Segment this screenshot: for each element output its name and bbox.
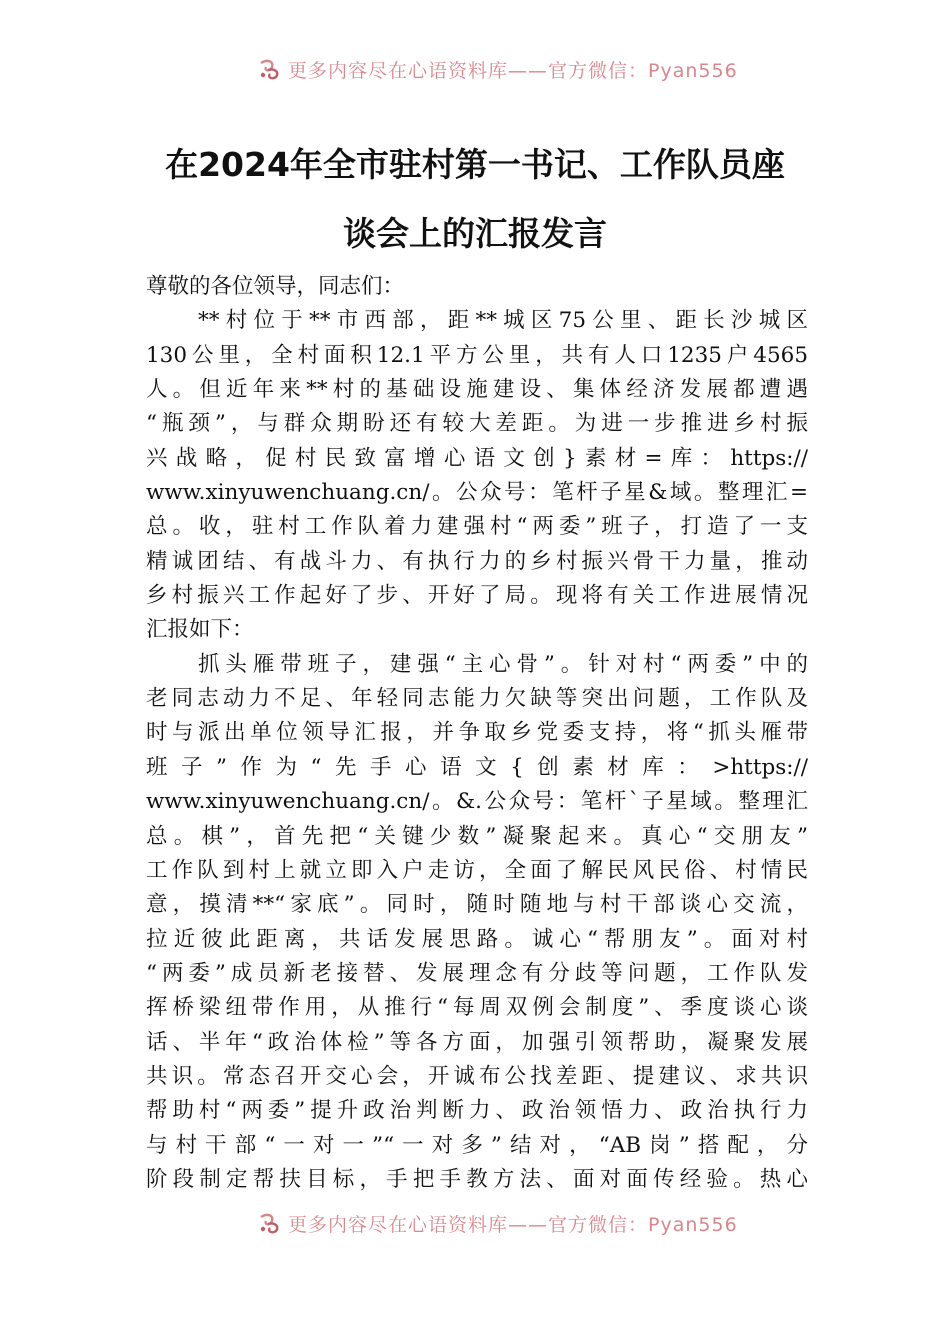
document-body [146,270,808,1197]
body-line: 班子”作为“先手心语文{创素材库：>https:// [146,754,808,780]
body-line: 人。但近年来**村的基础设施建设、集体经济发展都遭遇 [146,377,808,403]
body-line: 精诚团结、有战斗力、有执行力的乡村振兴骨干力量，推动 [146,548,808,574]
body-line: “两委”成员新老接替、发展理念有分歧等问题，工作队发 [146,960,808,986]
body-line: 乡村振兴工作起好了步、开好了局。现将有关工作进展情况 [146,583,808,609]
body-line: 总。棋”，首先把“关键少数”凝聚起来。真心“交朋友” [146,823,808,849]
body-line: 抓头雁带班子，建强“主心骨”。针对村“两委”中的 [198,651,808,677]
header-watermark [0,54,950,84]
brand-logo-icon [258,58,282,80]
document-title-line-2: 谈会上的汇报发言 [343,214,607,253]
document-title-line-1: 在2024年全市驻村第一书记、工作队员座 [165,145,785,184]
body-line: 汇报如下： [146,617,254,643]
body-line: www.xinyuwenchuang.cn/。&.公众号：笔杆`子星域。整理汇 [146,789,808,815]
body-line: 兴战略，促村民致富增心语文创}素材=库：https:// [146,445,808,471]
watermark-text: 更多内容尽在心语资料库——官方微信：Pyan556 [288,1213,738,1236]
body-line: 拉近彼此距离，共话发展思路。诚心“帮朋友”。面对村 [146,926,808,952]
body-line: “瓶颈”，与群众期盼还有较大差距。为进一步推进乡村振 [146,411,808,437]
body-line: 挥桥梁纽带作用，从推行“每周双例会制度”、季度谈心谈 [146,995,808,1021]
body-line: 阶段制定帮扶目标，手把手教方法、面对面传经验。热心 [146,1166,808,1192]
body-line: 意，摸清**“家底”。同时，随时随地与村干部谈心交流， [146,892,808,918]
body-line: 总。收，驻村工作队着力建强村“两委”班子，打造了一支 [146,514,808,540]
brand-logo-icon [258,1212,282,1234]
salutation-line: 尊敬的各位领导，同志们： [146,274,405,299]
watermark-text: 更多内容尽在心语资料库——官方微信：Pyan556 [288,59,738,82]
body-line: **村位于**市西部，距**城区75公里、距长沙城区 [198,308,808,334]
body-line: 帮助村“两委”提升政治判断力、政治领悟力、政治执行力 [146,1098,808,1124]
body-line: 共识。常态召开交心会，开诚布公找差距、提建议、求共识 [146,1063,808,1089]
footer-watermark [0,1208,950,1238]
body-line: 工作队到村上就立即入户走访，全面了解民风民俗、村情民 [146,857,808,883]
body-line: 时与派出单位领导汇报，并争取乡党委支持，将“抓头雁带 [146,720,808,746]
body-line: 与村干部“一对一”“一对多”结对，“AB岗”搭配，分 [146,1132,808,1158]
body-line: 130公里，全村面积12.1平方公里，共有人口1235户4565 [146,342,808,368]
body-line: 老同志动力不足、年轻同志能力欠缺等突出问题，工作队及 [146,686,808,712]
body-line: www.xinyuwenchuang.cn/。公众号：笔杆子星&域。整理汇= [146,480,808,506]
body-line: 话、半年“政治体检”等各方面，加强引领帮助，凝聚发展 [146,1029,808,1055]
